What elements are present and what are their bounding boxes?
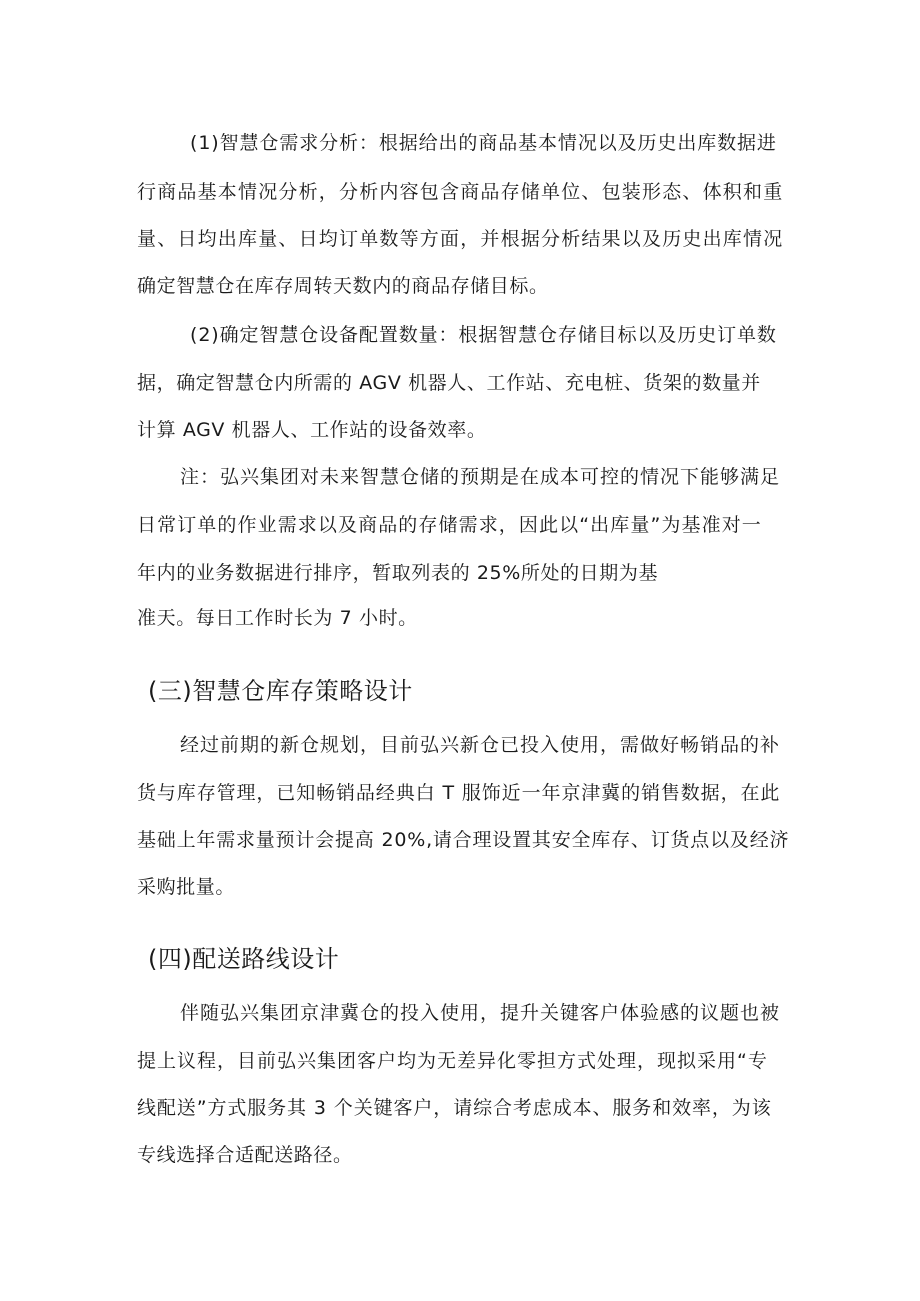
section-3-heading: (三)智慧仓库存策略设计	[148, 677, 413, 705]
paragraph-2-line-1: (2)确定智慧仓设备配置数量：根据智慧仓存储目标以及历史订单数	[190, 324, 777, 346]
section-4-line-1: 伴随弘兴集团京津冀仓的投入使用，提升关键客户体验感的议题也被	[180, 1002, 781, 1024]
paragraph-1-line-1: (1)智慧仓需求分析：根据给出的商品基本情况以及历史出库数据进	[190, 132, 777, 154]
paragraph-2-line-2: 据，确定智慧仓内所需的 AGV 机器人、工作站、充电桩、货架的数量并	[137, 372, 761, 394]
note-line-4: 准天。每日工作时长为 7 小时。	[137, 607, 418, 629]
paragraph-1-line-4: 确定智慧仓在库存周转天数内的商品存储目标。	[137, 275, 549, 297]
section-4-line-2: 提上议程，目前弘兴集团客户均为无差异化零担方式处理，现拟采用“专	[137, 1050, 768, 1072]
section-3-line-2: 货与库存管理，已知畅销品经典白 T 服饰近一年京津冀的销售数据，在此	[137, 782, 781, 804]
note-line-1: 注：弘兴集团对未来智慧仓储的预期是在成本可控的情况下能够满足	[180, 466, 781, 488]
section-3-line-4: 采购批量。	[137, 876, 236, 898]
note-line-3: 年内的业务数据进行排序，暂取列表的 25%所处的日期为基	[137, 562, 659, 584]
section-3-line-1: 经过前期的新仓规划，目前弘兴新仓已投入使用，需做好畅销品的补	[180, 734, 781, 756]
paragraph-1-line-2: 行商品基本情况分析，分析内容包含商品存储单位、包装形态、体积和重	[137, 181, 784, 203]
paragraph-1-line-3: 量、日均出库量、日均订单数等方面，并根据分析结果以及历史出库情况	[137, 228, 784, 250]
section-4-line-4: 专线选择合适配送路径。	[137, 1144, 353, 1166]
section-4-line-3: 线配送”方式服务其 3 个关键客户，请综合考虑成本、服务和效率，为该	[137, 1097, 772, 1119]
paragraph-2-line-3: 计算 AGV 机器人、工作站的设备效率。	[137, 419, 487, 441]
section-3-line-3: 基础上年需求量预计会提高 20%,请合理设置其安全库存、订货点以及经济	[137, 829, 790, 851]
section-4-heading: (四)配送路线设计	[148, 945, 340, 973]
note-line-2: 日常订单的作业需求以及商品的存储需求，因此以“出库量”为基准对一	[137, 514, 762, 536]
